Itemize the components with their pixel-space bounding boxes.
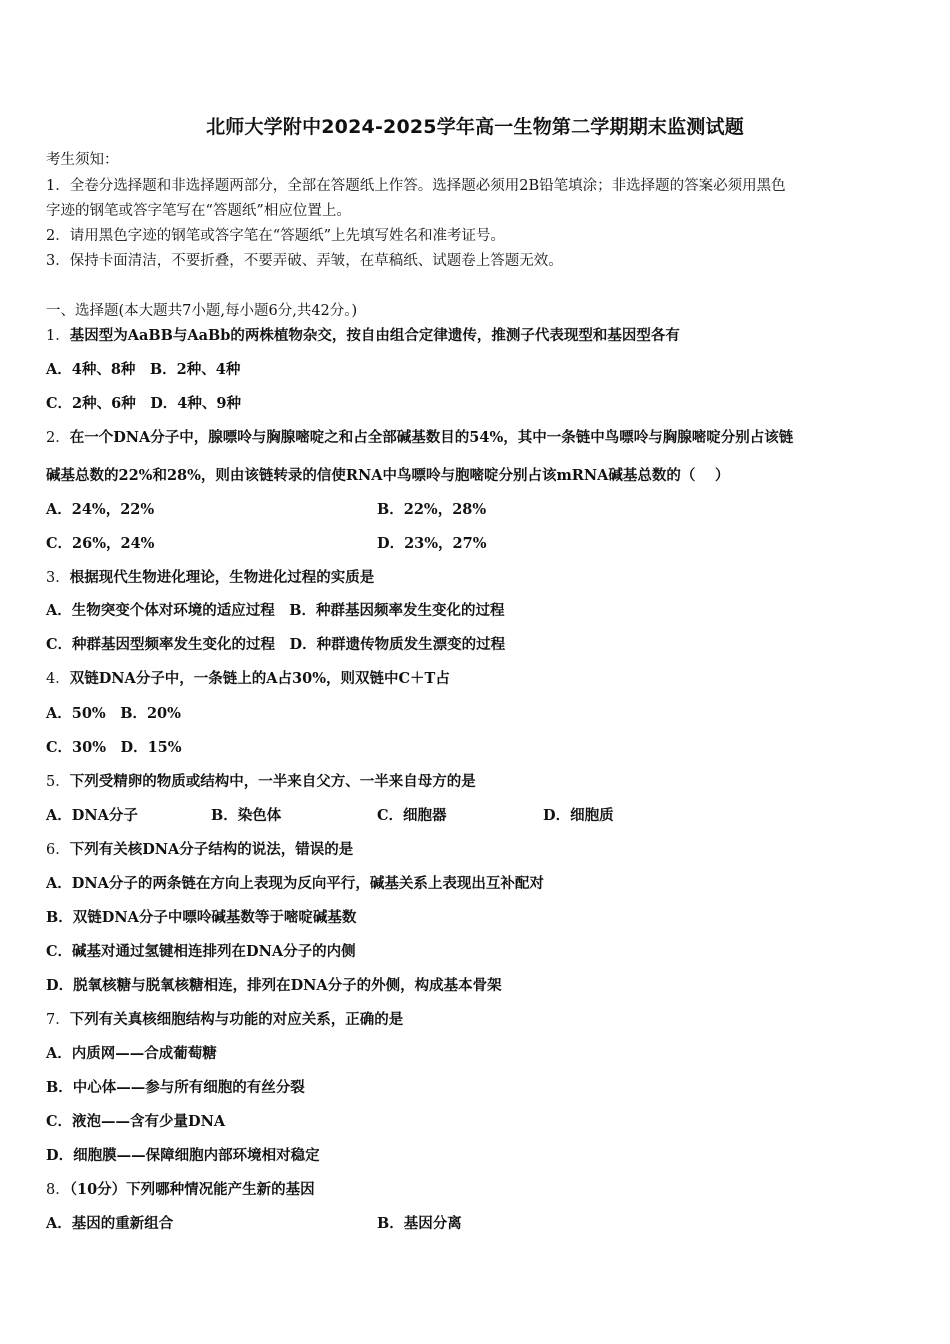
question-number: 8． — [46, 1182, 70, 1198]
option-b: B．中心体——参与所有细胞的有丝分裂 — [46, 1079, 305, 1096]
option-a: A．DNA分子的两条链在方向上表现为反向平行，碱基关系上表现出互补配对 — [46, 875, 544, 892]
question-4 — [46, 669, 450, 689]
question-stem: （10分）下列哪种情况能产生新的基因 — [69, 1181, 315, 1198]
question-stem: 下列受精卵的物质或结构中，一半来自父方、一半来自母方的是 — [69, 773, 476, 790]
option-b: B．22%，28% — [377, 501, 487, 518]
option-line: C．2种、6种 D．4种、9种 — [46, 395, 241, 412]
option-d: D．脱氧核糖与脱氧核糖相连，排列在DNA分子的外侧，构成基本骨架 — [46, 977, 502, 994]
notice-heading: 考生须知： — [46, 152, 119, 168]
question-stem: 下列有关核DNA分子结构的说法，错误的是 — [69, 841, 354, 858]
question-number: 7． — [46, 1012, 70, 1028]
question-number: 3． — [46, 570, 70, 586]
notice-item: 字迹的钢笔或答字笔写在“答题纸”相应位置上。 — [46, 203, 351, 219]
option-a: A．DNA分子 — [46, 807, 138, 824]
option-c: C．26%，24% — [46, 535, 155, 552]
option-c: C．细胞器 — [377, 807, 447, 824]
question-1 — [46, 326, 680, 346]
question-6 — [46, 840, 353, 860]
page-title: 北师大学附中2024-2025学年高一生物第二学期期末监测试题 — [206, 116, 744, 138]
option-b: B．基因分离 — [377, 1215, 462, 1232]
question-7 — [46, 1010, 403, 1030]
question-stem: 基因型为AaBB与AaBb的两株植物杂交，按自由组合定律遗传，推测子代表现型和基因型各有 — [69, 327, 680, 344]
question-stem: 在一个DNA分子中，腺嘌呤与胸腺嘧啶之和占全部碱基数目的54%，其中一条链中鸟嘌呤与胸腺嘧啶分别占该链 — [69, 429, 794, 446]
notice-item: 3．保持卡面清洁，不要折叠，不要弄破、弄皱，在草稿纸、试题卷上答题无效。 — [46, 253, 563, 269]
question-stem: 根据现代生物进化理论，生物进化过程的实质是 — [69, 569, 375, 586]
option-line: A．4种、8种 B．2种、4种 — [46, 361, 241, 378]
question-3 — [46, 568, 374, 588]
notice-item: 1．全卷分选择题和非选择题两部分，全部在答题纸上作答。选择题必须用2B铅笔填涂；非选择题的答案必须用黑色 — [46, 178, 786, 194]
question-8 — [46, 1180, 315, 1200]
notice-item: 2．请用黑色字迹的钢笔或答字笔在“答题纸”上先填写姓名和准考证号。 — [46, 228, 506, 244]
question-5 — [46, 772, 476, 792]
question-number: 2． — [46, 430, 70, 446]
option-line: A．生物突变个体对环境的适应过程 B．种群基因频率发生变化的过程 — [46, 602, 505, 619]
option-a: A．基因的重新组合 — [46, 1215, 174, 1232]
option-b: B．染色体 — [211, 807, 282, 824]
option-line: C．种群基因型频率发生变化的过程 D．种群遗传物质发生漂变的过程 — [46, 636, 506, 653]
option-c: C．碱基对通过氢键相连排列在DNA分子的内侧 — [46, 943, 356, 960]
question-2 — [46, 428, 793, 448]
section-heading: 一、选择题(本大题共7小题,每小题6分,共42分。) — [46, 303, 358, 319]
option-d: D．细胞质 — [543, 807, 614, 824]
option-a: A．24%，22% — [46, 501, 155, 518]
question-stem: 双链DNA分子中，一条链上的A占30%，则双链中C＋T占 — [69, 670, 450, 687]
option-b: B．双链DNA分子中嘌呤碱基数等于嘧啶碱基数 — [46, 909, 357, 926]
question-stem: 下列有关真核细胞结构与功能的对应关系，正确的是 — [69, 1011, 404, 1028]
option-line: A．50% B．20% — [46, 705, 181, 722]
question-stem-continued: 碱基总数的22%和28%，则由该链转录的信使RNA中鸟嘌呤与胞嘧啶分别占该mRNA碱基总数的（ ） — [46, 467, 730, 484]
question-number: 5． — [46, 774, 70, 790]
option-d: D．23%，27% — [377, 535, 487, 552]
option-c: C．液泡——含有少量DNA — [46, 1113, 226, 1130]
option-a: A．内质网——合成葡萄糖 — [46, 1045, 217, 1062]
question-number: 4． — [46, 671, 70, 687]
option-line: C．30% D．15% — [46, 739, 182, 756]
option-d: D．细胞膜——保障细胞内部环境相对稳定 — [46, 1147, 320, 1164]
question-number: 1． — [46, 328, 70, 344]
question-number: 6． — [46, 842, 70, 858]
